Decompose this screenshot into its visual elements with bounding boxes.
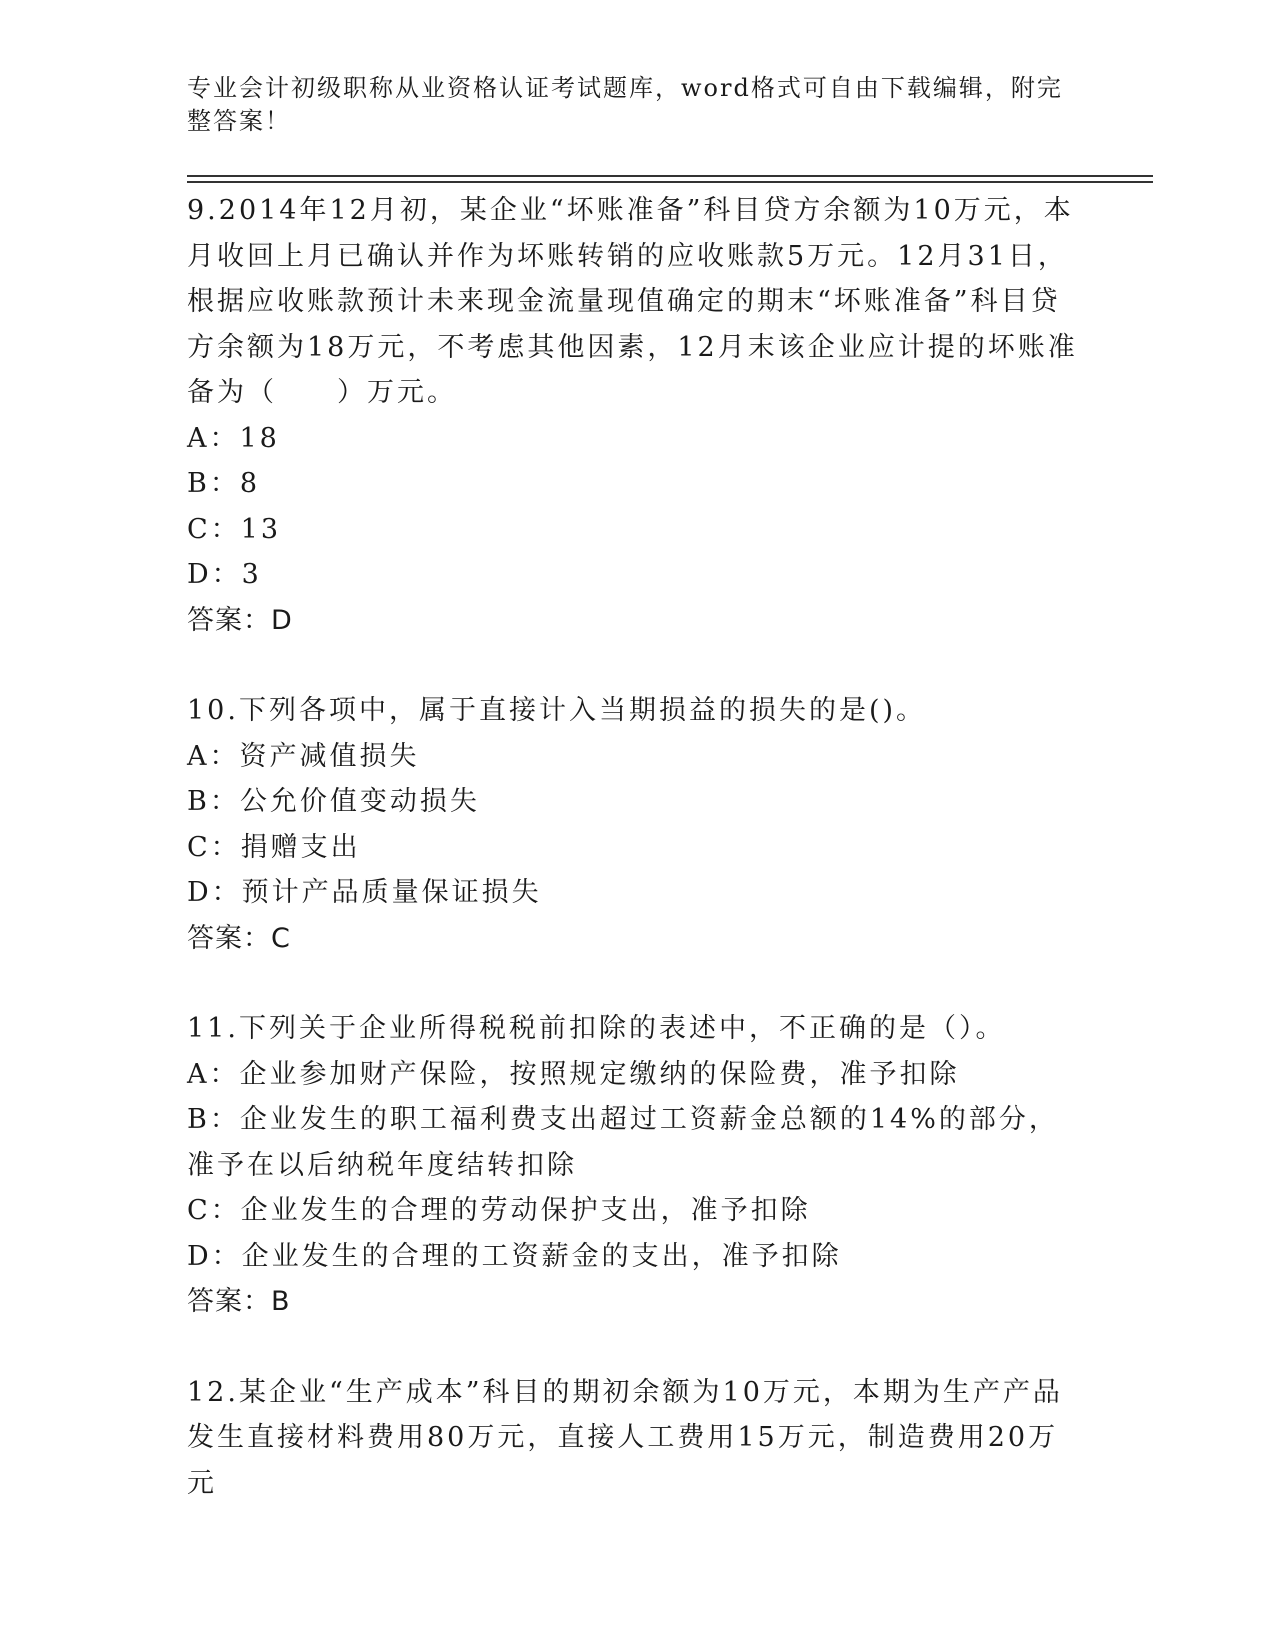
question-11 bbox=[187, 1006, 1087, 1325]
option-d: D：3 bbox=[187, 559, 262, 590]
option-c: C：企业发生的合理的劳动保护支出，准予扣除 bbox=[187, 1195, 811, 1226]
question-stem: 12.某企业“生产成本”科目的期初余额为10万元，本期为生产产品发生直接材料费用80万元，直接人工费用15万元，制造费用20万元 bbox=[187, 1376, 1063, 1499]
option-d: D：预计产品质量保证损失 bbox=[187, 877, 542, 908]
option-b: B：8 bbox=[187, 468, 261, 499]
option-c: C：捐赠支出 bbox=[187, 831, 361, 863]
answer: 答案：B bbox=[187, 1286, 291, 1317]
option-a: A：资产减值损失 bbox=[187, 740, 420, 772]
header-divider-double bbox=[187, 181, 1153, 183]
option-d: D：企业发生的合理的工资薪金的支出，准予扣除 bbox=[187, 1240, 842, 1272]
question-9 bbox=[187, 188, 1087, 643]
option-b: B：公允价值变动损失 bbox=[187, 786, 480, 817]
question-10 bbox=[187, 688, 1087, 961]
header-divider bbox=[187, 175, 1153, 177]
question-12 bbox=[187, 1370, 1087, 1507]
answer: 答案：D bbox=[187, 604, 293, 636]
option-a: A：18 bbox=[187, 422, 280, 454]
question-list bbox=[187, 188, 1087, 1506]
document-header: 专业会计初级职称从业资格认证考试题库，word格式可自由下载编辑，附完整答案！ bbox=[187, 74, 1063, 135]
question-stem: 11.下列关于企业所得税税前扣除的表述中，不正确的是（）。 bbox=[187, 1013, 1006, 1044]
question-stem: 9.2014年12月初，某企业“坏账准备”科目贷方余额为10万元，本月收回上月已确认并作为坏账转销的应收账款5万元。12月31日，根据应收账款预计未来现金流量现值确定的期末“坏账准备”科目贷方余额为18万元，不考虑其他因素，12月末该企业应计提的坏账准备为（ ）万元。 bbox=[187, 195, 1078, 408]
question-stem: 10.下列各项中，属于直接计入当期损益的损失的是()。 bbox=[187, 695, 927, 726]
option-c: C：13 bbox=[187, 513, 282, 545]
option-a: A：企业参加财产保险，按照规定缴纳的保险费，准予扣除 bbox=[187, 1058, 960, 1090]
answer: 答案：C bbox=[187, 922, 291, 954]
option-b: B：企业发生的职工福利费支出超过工资薪金总额的14%的部分，准予在以后纳税年度结转扣除 bbox=[187, 1104, 1059, 1181]
